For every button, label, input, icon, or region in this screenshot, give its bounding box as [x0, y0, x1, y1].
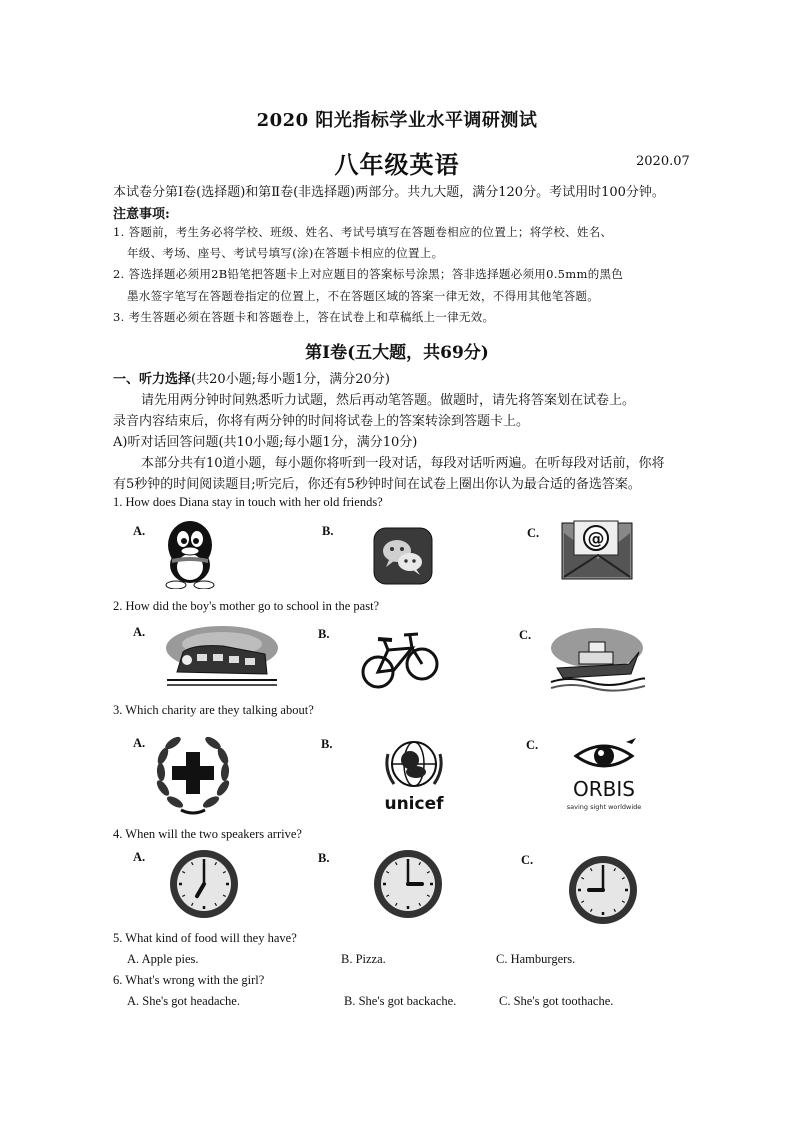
- unicef-wordmark: unicef: [384, 794, 444, 814]
- part1-line-3: A)听对话回答问题(共10小题;每小题1分，满分10分): [113, 435, 418, 450]
- question-3: 3. Which charity are they talking about?: [113, 703, 314, 717]
- question-1: 1. How does Diana stay in touch with her old friends?: [113, 495, 383, 509]
- ship-icon: [549, 624, 645, 692]
- train-icon: [163, 622, 281, 690]
- notice-line-5: 3. 考生答题必须在答题卡和答题卷上，答在试卷上和草稿纸上一律无效。: [113, 310, 495, 324]
- bicycle-icon: [360, 626, 440, 694]
- part1-heading-rest: (共20小题;每小题1分，满分20分): [191, 372, 390, 387]
- orbis-tagline: saving sight worldwide: [566, 803, 642, 811]
- part1-line-2: 录音内容结束后，你将有两分钟的时间将试卷上的答案转涂到答题卡上。: [113, 414, 530, 429]
- question-6: 6. What's wrong with the girl?: [113, 973, 265, 987]
- red-cross-icon: [151, 732, 235, 816]
- penguin-icon: [158, 517, 222, 589]
- q6-option-b: B. She's got backache.: [344, 994, 457, 1008]
- part1-line-1: 请先用两分钟时间熟悉听力试题，然后再动笔答题。做题时，请先将答案划在试卷上。: [141, 393, 636, 408]
- email-at-symbol: @: [587, 529, 605, 549]
- exam-date: 2020.07: [636, 154, 690, 169]
- q2-option-b: B.: [318, 627, 330, 641]
- q6-option-c: C. She's got toothache.: [499, 994, 614, 1008]
- orbis-wordmark: ORBIS: [573, 777, 635, 801]
- unicef-icon: [378, 734, 450, 814]
- q4-option-a: A.: [133, 850, 146, 864]
- q3-option-c: C.: [526, 738, 539, 752]
- notice-line-3: 2. 答选择题必须用2B铅笔把答题卡上对应题目的答案标号涂黑；答非选择题必须用0.5mm的黑色: [113, 267, 624, 281]
- part1-heading-bold: 一、听力选择: [113, 372, 192, 387]
- q4-option-b: B.: [318, 851, 330, 865]
- q3-option-a: A.: [133, 736, 146, 750]
- section-title: 第Ⅰ卷(五大题，共69分): [305, 343, 489, 363]
- q1-option-c: C.: [527, 526, 540, 540]
- clock-7-icon: [168, 848, 240, 920]
- question-4: 4. When will the two speakers arrive?: [113, 827, 302, 841]
- notice-heading: 注意事项:: [113, 207, 170, 222]
- q2-option-c: C.: [519, 628, 532, 642]
- email-icon: [560, 519, 636, 581]
- wechat-icon: [373, 527, 433, 585]
- q4-option-c: C.: [521, 853, 534, 867]
- q6-option-a: A. She's got headache.: [127, 994, 240, 1008]
- intro-text: 本试卷分第Ⅰ卷(选择题)和第Ⅱ卷(非选择题)两部分。共九大题，满分120分。考试用时100分钟。: [113, 185, 665, 200]
- part1-line-5: 有5秒钟的时间阅读题目;听完后，你还有5秒钟时间在试卷上圈出你认为最合适的备选答案。: [113, 477, 641, 492]
- q1-option-b: B.: [322, 524, 334, 538]
- q5-option-b: B. Pizza.: [341, 952, 386, 966]
- orbis-icon: [566, 734, 642, 814]
- q2-option-a: A.: [133, 625, 146, 639]
- q5-option-a: A. Apple pies.: [127, 952, 199, 966]
- q5-option-c: C. Hamburgers.: [496, 952, 576, 966]
- question-5: 5. What kind of food will they have?: [113, 931, 297, 945]
- exam-title: 2020 阳光指标学业水平调研测试: [256, 110, 538, 131]
- q3-option-b: B.: [321, 737, 333, 751]
- notice-line-1: 1. 答题前，考生务必将学校、班级、姓名、考试号填写在答题卷相应的位置上；将学校、姓名、: [113, 225, 613, 239]
- question-2: 2. How did the boy's mother go to school in the past?: [113, 599, 380, 613]
- clock-3-icon: [372, 848, 444, 920]
- notice-line-4: 墨水签字笔写在答题卷指定的位置上，不在答题区域的答案一律无效，不得用其他笔答题。: [127, 289, 599, 303]
- subject-title: 八年级英语: [334, 150, 460, 179]
- part1-line-4: 本部分共有10道小题，每小题你将听到一段对话，每段对话听两遍。在听每段对话前，你将: [141, 456, 665, 471]
- notice-line-2: 年级、考场、座号、考试号填写(涂)在答题卡相应的位置上。: [127, 246, 444, 260]
- q1-option-a: A.: [133, 524, 146, 538]
- clock-9-icon: [567, 854, 639, 926]
- part1-heading: [113, 368, 390, 387]
